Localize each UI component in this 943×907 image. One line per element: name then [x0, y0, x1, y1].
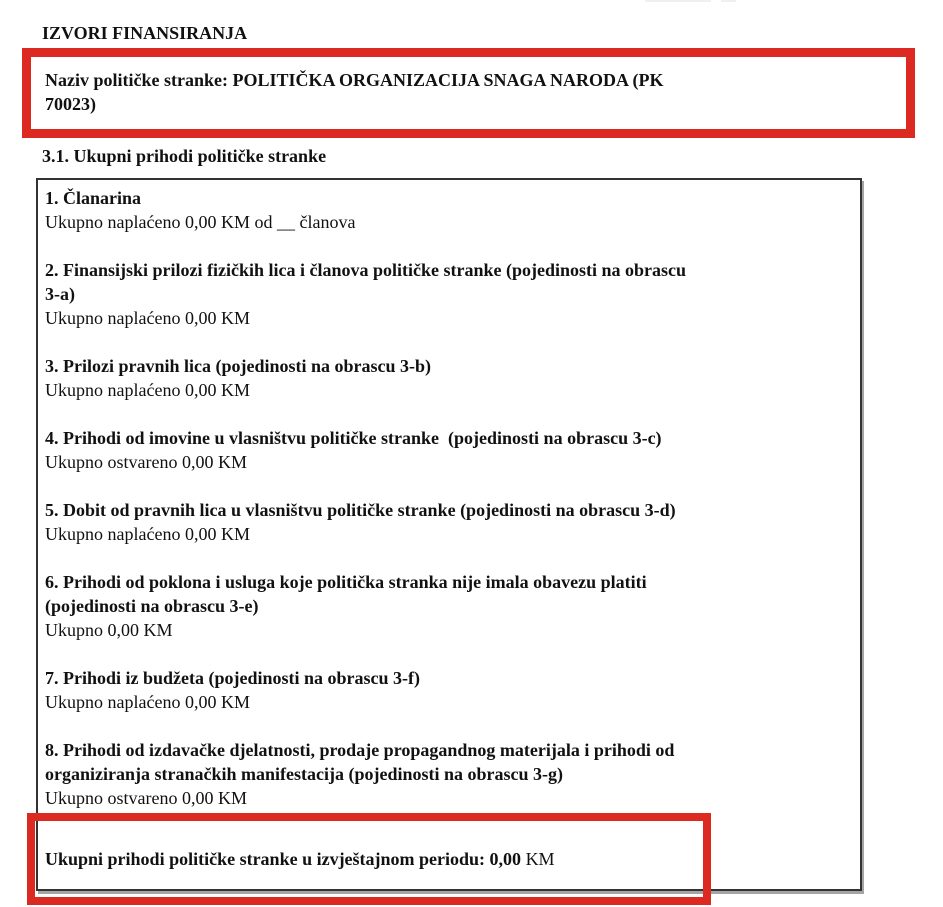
- grand-total-highlight-box: [27, 813, 711, 905]
- income-item-total: Ukupno 0,00 KM: [45, 620, 173, 640]
- income-item-8: [45, 738, 860, 810]
- income-item-title-cont: organiziranja stranačkih manifestacija (pojedinosti na obrascu 3-g): [45, 764, 563, 784]
- income-item-total: Ukupno ostvareno 0,00 KM: [45, 788, 247, 808]
- income-item-total: Ukupno naplaćeno 0,00 KM: [45, 524, 250, 544]
- grand-total-line: [45, 847, 703, 871]
- income-item-3: [45, 354, 860, 402]
- party-name-highlight-box: [22, 48, 915, 138]
- cropped-content-artifact: [721, 0, 736, 2]
- income-item-title-cont: (pojedinosti na obrascu 3-e): [45, 596, 259, 616]
- income-item-title: 8. Prihodi od izdavačke djelatnosti, prodaje propagandnog materijala i prihodi od: [45, 740, 675, 760]
- income-item-title: 6. Prihodi od poklona i usluga koje politička stranka nije imala obavezu platiti: [45, 572, 647, 592]
- income-item-title: 1. Članarina: [45, 188, 142, 208]
- income-item-2: [45, 258, 860, 330]
- income-item-title: 4. Prihodi od imovine u vlasništvu političke stranke (pojedinosti na obrascu 3-c): [45, 428, 662, 448]
- income-items-box: [36, 178, 862, 891]
- income-item-1: [45, 186, 860, 234]
- party-name-line1: Naziv političke stranke: POLITIČKA ORGANIZACIJA SNAGA NARODA (PK: [45, 70, 664, 90]
- income-item-total: Ukupno naplaćeno 0,00 KM: [45, 380, 250, 400]
- income-item-6: [45, 570, 860, 642]
- cropped-content-artifact: [645, 0, 711, 2]
- income-item-7: [45, 666, 860, 714]
- income-item-total: Ukupno naplaćeno 0,00 KM od __ članova: [45, 212, 356, 232]
- income-item-title-cont: 3-a): [45, 284, 75, 304]
- income-item-title: 5. Dobit od pravnih lica u vlasništvu političke stranke (pojedinosti na obrascu 3-d): [45, 500, 676, 520]
- page-title: IZVORI FINANSIRANJA: [42, 23, 248, 43]
- party-name-line2: 70023): [45, 94, 96, 114]
- section-heading: 3.1. Ukupni prihodi političke stranke: [42, 146, 327, 166]
- income-item-title: 3. Prilozi pravnih lica (pojedinosti na obrascu 3-b): [45, 356, 432, 376]
- grand-total-unit: KM: [521, 849, 555, 869]
- grand-total-label: Ukupni prihodi političke stranke u izvještajnom periodu: 0,00: [45, 849, 522, 869]
- income-item-title: 7. Prihodi iz budžeta (pojedinosti na obrascu 3-f): [45, 668, 421, 688]
- income-item-5: [45, 498, 860, 546]
- income-item-total: Ukupno naplaćeno 0,00 KM: [45, 692, 250, 712]
- income-item-total: Ukupno ostvareno 0,00 KM: [45, 452, 247, 472]
- income-item-4: [45, 426, 860, 474]
- income-item-total: Ukupno naplaćeno 0,00 KM: [45, 308, 250, 328]
- income-item-title: 2. Finansijski prilozi fizičkih lica i članova političke stranke (pojedinosti na obrascu: [45, 260, 687, 280]
